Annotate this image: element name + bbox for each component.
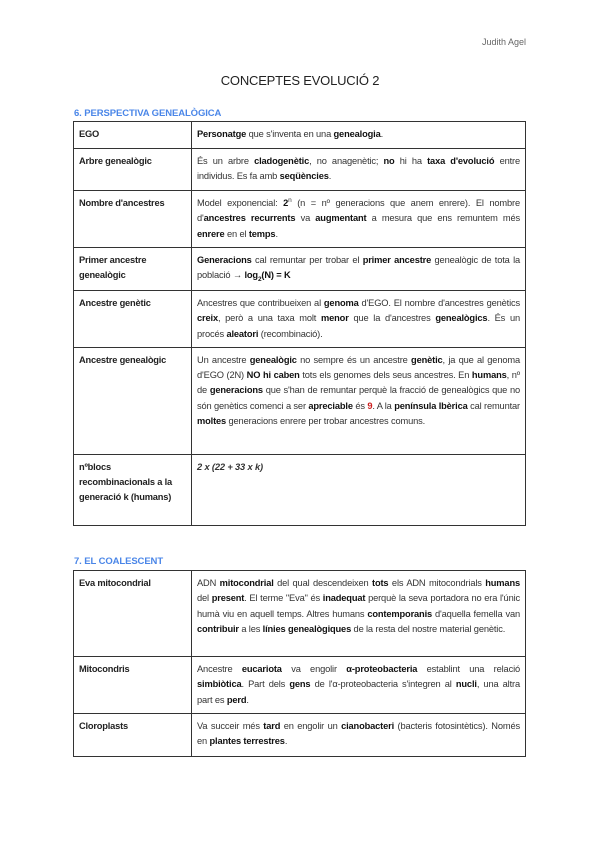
term-cell: Primer ancestre genealògic [74, 248, 192, 291]
table-el-coalescent [73, 570, 526, 757]
term-cell: EGO [74, 122, 192, 149]
term-cell: Ancestre genealògic [74, 347, 192, 454]
highlight-number: 9 [367, 400, 373, 411]
table-row [74, 454, 526, 525]
table-row [74, 714, 526, 757]
term-cell: nºblocs recombinacionals a la generació k (humans) [74, 454, 192, 525]
table-row [74, 191, 526, 248]
table-row [74, 657, 526, 714]
definition-cell: ADN mitocondrial del qual descendeixen tots els ADN mitocondrials humans del present. El terme "Eva" és inadequat perquè la seva portadora no era l'únic humà viu en aquell temps. Altres humans contemporanis d'aquella femella van contribuir a les línies genealògiques de la resta del nostre material genètic. [192, 571, 526, 657]
table-row [74, 149, 526, 191]
term-cell: Ancestre genètic [74, 291, 192, 348]
table-row [74, 248, 526, 291]
term-cell: Cloroplasts [74, 714, 192, 757]
table-row [74, 571, 526, 657]
table-perspectiva-genealogica [73, 121, 526, 526]
definition-cell: Personatge que s'inventa en una genealogia. [192, 122, 526, 149]
section-title-el-coalescent: 7. EL COALESCENT [74, 556, 164, 567]
definition-cell: Generacions cal remuntar per trobar el primer ancestre genealògic de tota la població → $\log_2(N) = K$ [192, 248, 526, 291]
term-cell: Arbre genealògic [74, 149, 192, 191]
definition-cell: És un arbre cladogenètic, no anagenètic; no hi ha taxa d'evolució entre individus. Es fa amb seqüències. [192, 149, 526, 191]
formula-cell: 2 x (22 + 33 x k) [192, 454, 526, 525]
document-title: CONCEPTES EVOLUCIÓ 2 [220, 73, 380, 88]
definition-cell: Ancestres que contribueixen al genoma d'EGO. El nombre d'ancestres genètics creix, però a una taxa molt menor que la d'ancestres genealògics. És un procés aleatori (recombinació). [192, 291, 526, 348]
definition-cell: Model exponencial: 2$^n$ (n = nº generacions que anem enrere). El nombre d'ancestres recurrents va augmentant a mesura que ens remuntem més enrere en el temps. [192, 191, 526, 248]
definition-cell: Ancestre eucariota va engolir α-proteobacteria establint una relació simbiòtica. Part dels gens de l'α-proteobacteria s'integren al nucli, una altra part es perd. [192, 657, 526, 714]
section-title-perspectiva-genealogica: 6. PERSPECTIVA GENEALÒGICA [74, 108, 222, 119]
term-cell: Nombre d'ancestres [74, 191, 192, 248]
table-row [74, 122, 526, 149]
table-row [74, 291, 526, 348]
term-cell: Eva mitocondrial [74, 571, 192, 657]
term-cell: Mitocondris [74, 657, 192, 714]
definition-cell: Va succeir més tard en engolir un cianobacteri (bacteris fotosintètics). Només en plantes terrestres. [192, 714, 526, 757]
author-name: Judith Agel [481, 37, 526, 47]
table-row [74, 347, 526, 454]
definition-cell: Un ancestre genealògic no sempre és un ancestre genètic, ja que al genoma d'EGO (2N) NO hi caben tots els genomes dels seus ancestres. En humans, nº de generacions que s'han de remuntar perquè la fracció de genealògics que no són genètics comenci a ser apreciable és 9. A la península Ibèrica cal remuntar moltes generacions enrere per trobar ancestres comuns. [192, 347, 526, 454]
